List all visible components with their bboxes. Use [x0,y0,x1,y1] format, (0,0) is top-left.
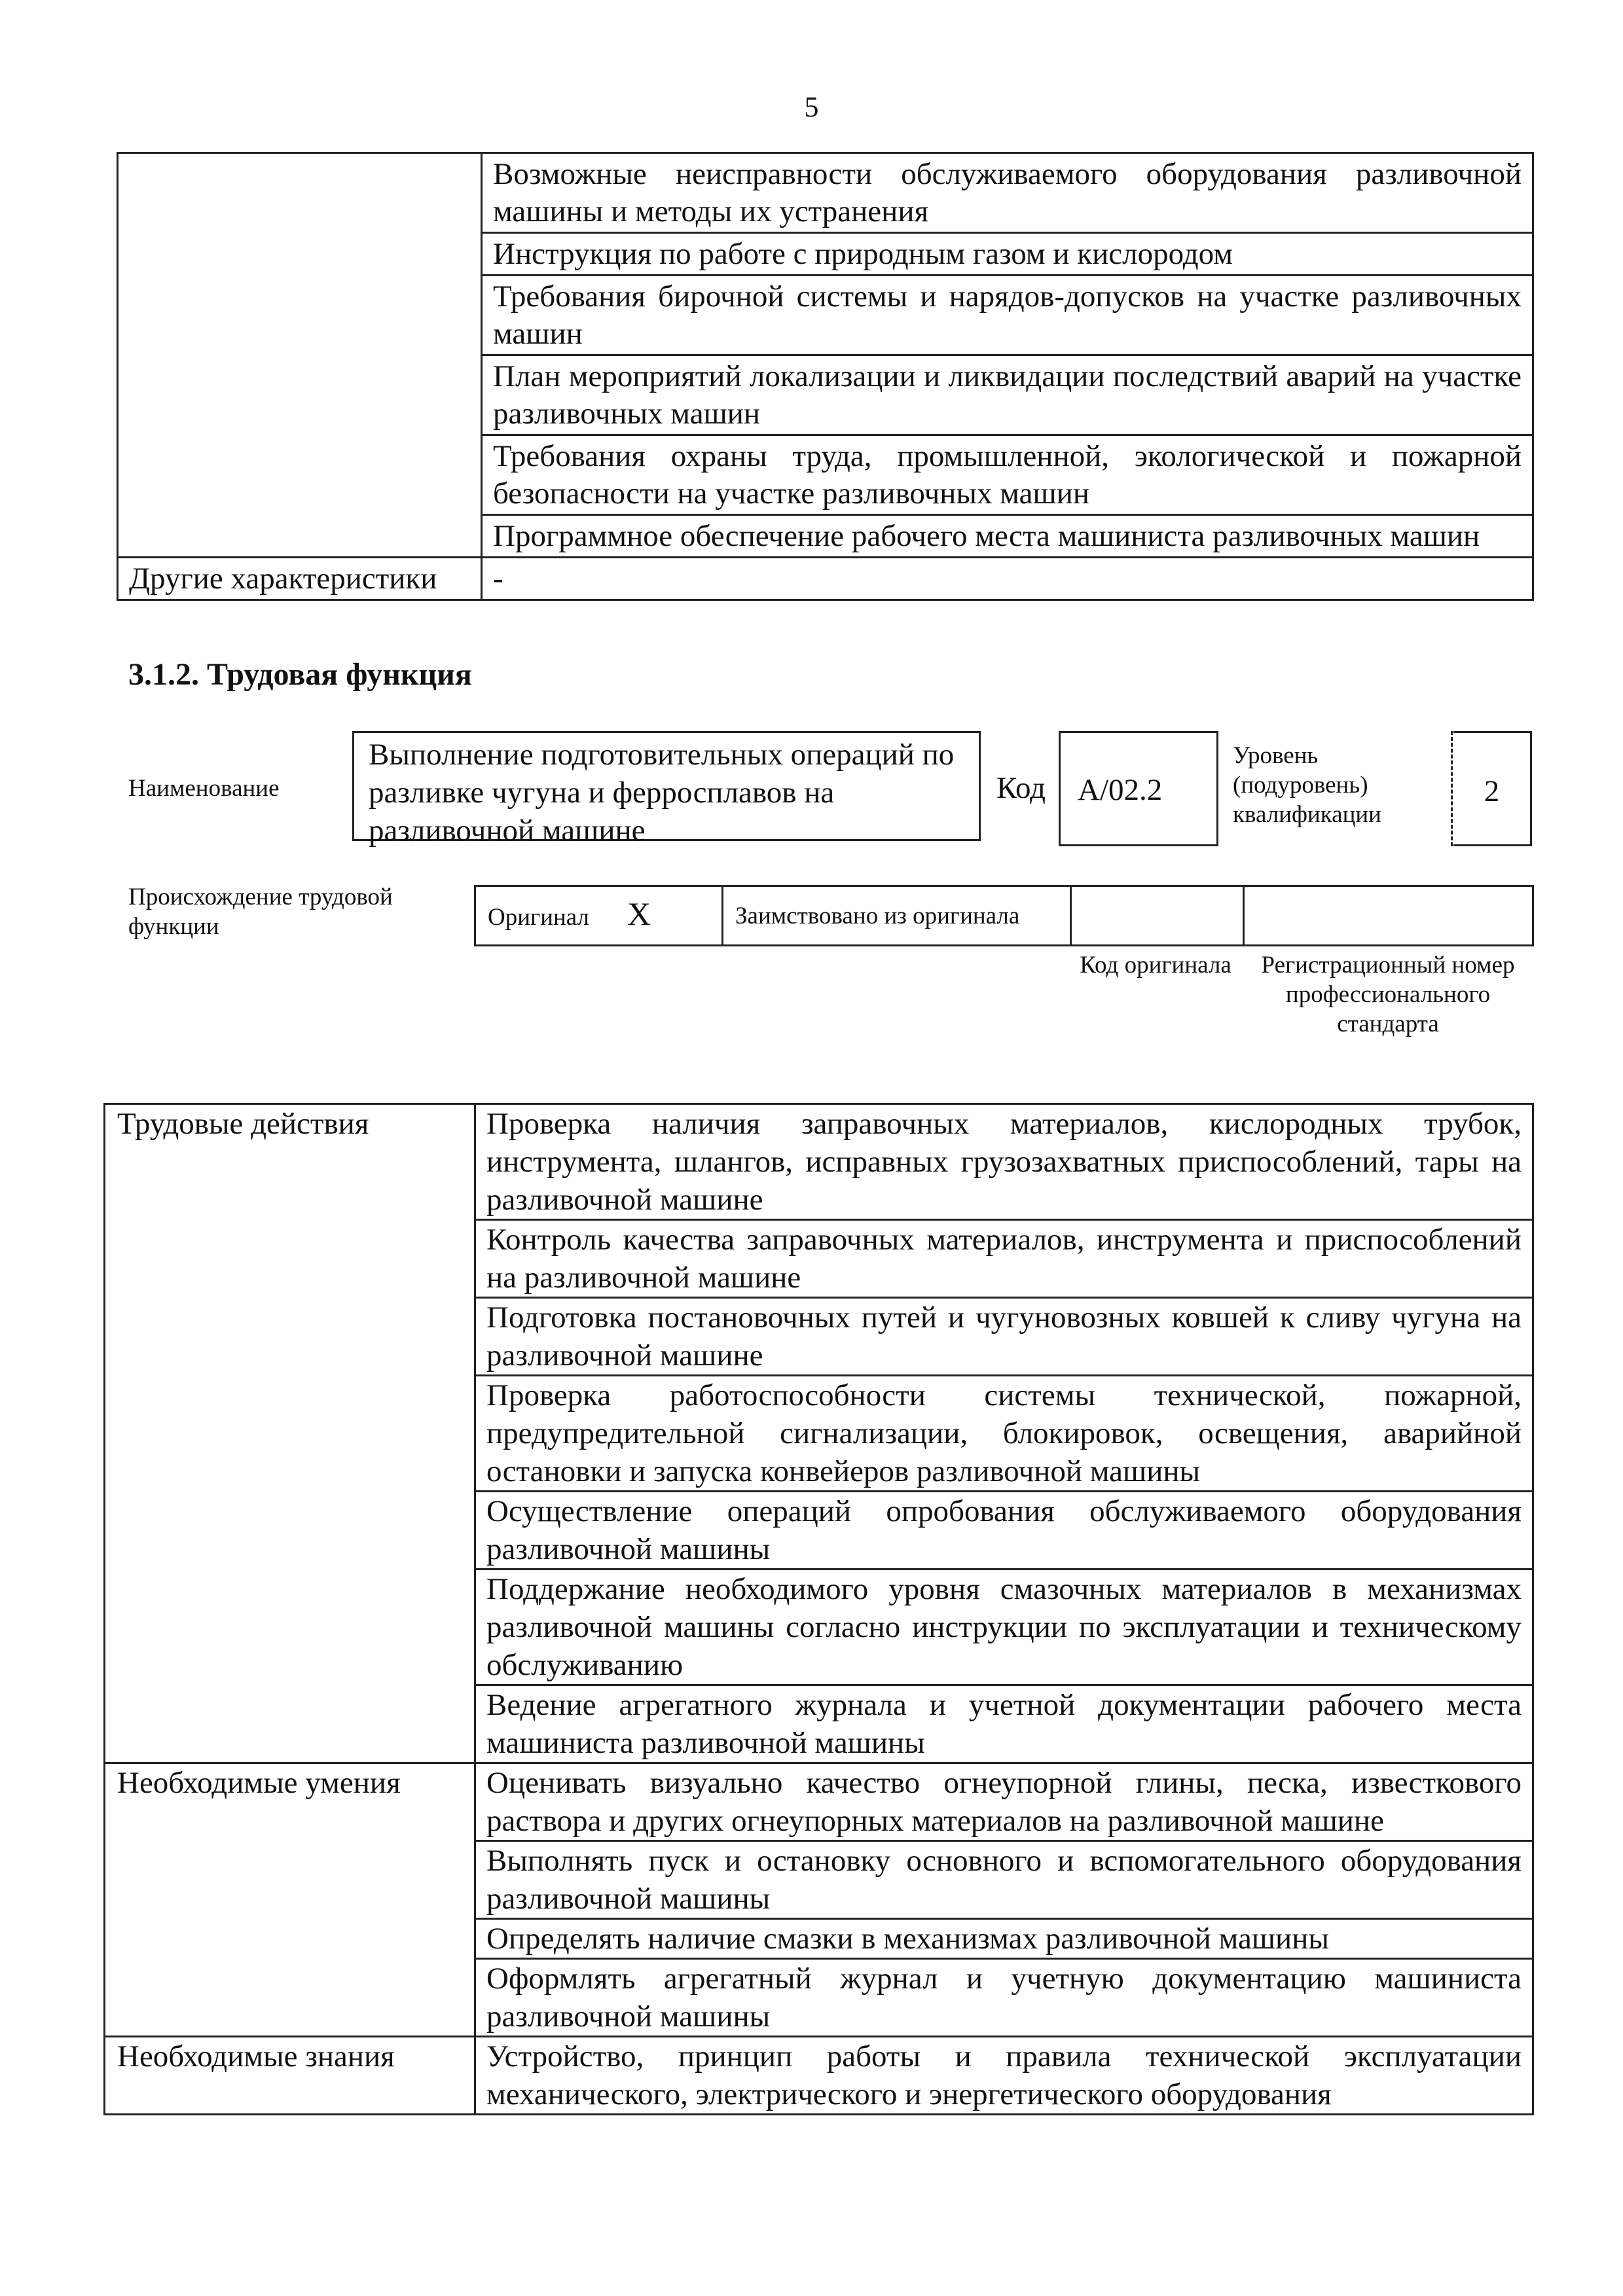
knowledge-item: Возможные неисправности обслуживаемого оборудования разливочной машины и методы их устранения [482,153,1533,233]
section-title: 3.1.2. Трудовая функция [128,657,472,692]
labor-function-table [103,1103,1534,2115]
knowledge-item: Устройство, принцип работы и правила технической эксплуатации механического, электрического и энергетического оборудования [475,2037,1533,2115]
knowledge-continuation-table [117,152,1534,601]
origin-table [474,885,1534,946]
skill-item: Оценивать визуально качество огнеупорной глины, песка, известкового раствора и других огнеупорных материалов на разливочной машине [475,1763,1533,1841]
origin-label: Происхождение трудовой функции [128,884,393,940]
labor-action-item: Проверка наличия заправочных материалов, кислородных трубок, инструмента, шлангов, исправных грузозахватных приспособлений, тары на разливочной машине [475,1104,1533,1220]
knowledge-item: Инструкция по работе с природным газом и кислородом [482,233,1533,276]
name-label: Наименование [128,775,280,802]
skills-label: Необходимые умения [105,1763,475,2037]
labor-action-item: Проверка работоспособности системы технической, пожарной, предупредительной сигнализации, блокировок, освещения, аварийной остановки и запуска конвейеров разливочной машины [475,1376,1533,1492]
function-name-box: Выполнение подготовительных операций по разливке чугуна и ферросплавов на разливочной машине [352,731,981,841]
empty-category-cell [118,153,482,558]
knowledge-item: Требования охраны труда, промышленной, экологической и пожарной безопасности на участке разливочных машин [482,435,1533,515]
page-number: 5 [804,91,819,123]
original-cell [475,886,723,946]
labor-action-item: Контроль качества заправочных материалов, инструмента и приспособлений на разливочной машине [475,1220,1533,1298]
original-mark: X [627,895,651,932]
code-label: Код [996,771,1046,805]
labor-action-item: Ведение агрегатного журнала и учетной документации рабочего места машиниста разливочной машины [475,1685,1533,1763]
other-characteristics-label: Другие характеристики [118,558,482,600]
skill-item: Выполнять пуск и остановку основного и вспомогательного оборудования разливочной машины [475,1841,1533,1919]
code-original-cell [1071,886,1244,946]
labor-action-item: Осуществление операций опробования обслуживаемого оборудования разливочной машины [475,1492,1533,1570]
qualification-level-value: 2 [1453,731,1532,846]
level-divider [1451,731,1453,846]
labor-action-item: Поддержание необходимого уровня смазочных материалов в механизмах разливочной машины согласно инструкции по эксплуатации и техническому обслуживанию [475,1570,1533,1685]
code-value-box: А/02.2 [1059,731,1218,846]
reg-number-cell [1244,886,1533,946]
other-characteristics-value: - [482,558,1533,600]
labor-actions-label: Трудовые действия [105,1104,475,1763]
skill-item: Определять наличие смазки в механизмах разливочной машины [475,1919,1533,1959]
qualification-level-label: Уровень (подуровень) квалификации [1233,742,1381,828]
knowledge-label: Необходимые знания [105,2037,475,2115]
knowledge-item: Требования бирочной системы и нарядов-допусков на участке разливочных машин [482,276,1533,355]
code-original-caption: Код оригинала [1080,952,1231,978]
knowledge-item: План мероприятий локализации и ликвидации последствий аварий на участке разливочных машин [482,355,1533,435]
reg-number-caption: Регистрационный номер профессионального стандарта [1261,952,1515,1037]
labor-action-item: Подготовка постановочных путей и чугуновозных ковшей к сливу чугуна на разливочной машине [475,1298,1533,1376]
skill-item: Оформлять агрегатный журнал и учетную документацию машиниста разливочной машины [475,1959,1533,2037]
original-label: Оригинал [488,904,590,931]
knowledge-item: Программное обеспечение рабочего места машиниста разливочных машин [482,515,1533,558]
borrowed-label: Заимствовано из оригинала [723,886,1071,946]
